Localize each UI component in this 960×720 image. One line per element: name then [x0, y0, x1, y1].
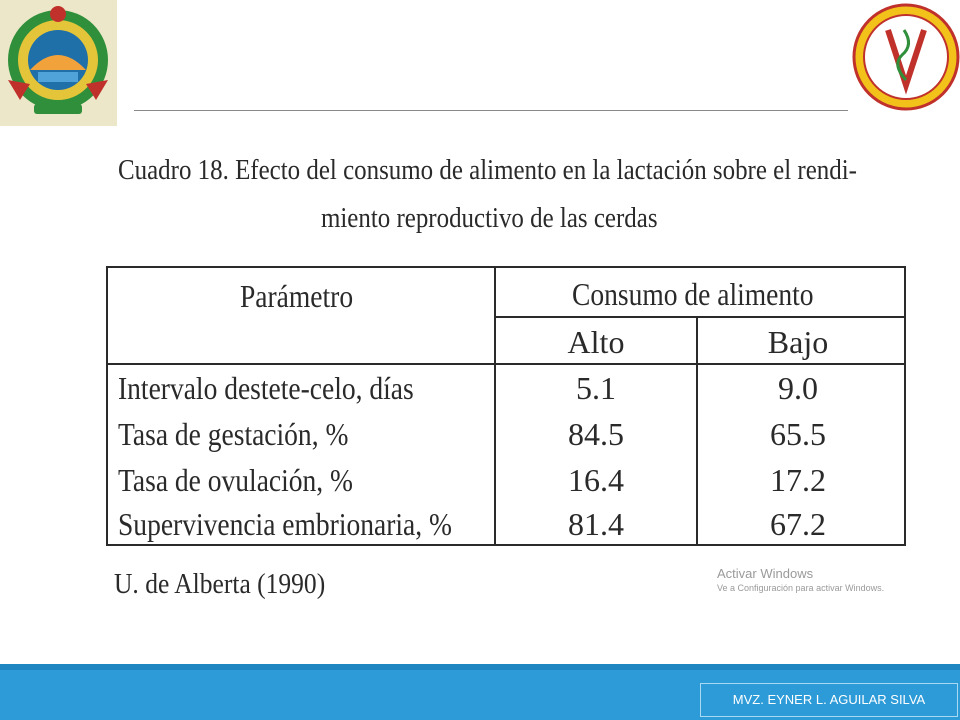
table-divider-header	[108, 363, 904, 365]
cell-bajo-ovulacion: 17.2	[770, 462, 826, 498]
header-bajo: Bajo	[767, 324, 829, 360]
row-label-gestacion: Tasa de gestación, %	[118, 416, 349, 452]
university-seal-logo	[0, 0, 117, 126]
cell-alto-ovulacion: 16.4	[568, 462, 624, 498]
cell-alto-supervivencia: 81.4	[568, 506, 624, 542]
header-alto: Alto	[567, 324, 625, 360]
windows-activation-watermark	[717, 566, 884, 593]
data-table	[106, 266, 906, 546]
cell-bajo-supervivencia: 67.2	[770, 506, 826, 542]
source-citation: U. de Alberta (1990)	[114, 568, 326, 600]
footer-stripe	[0, 664, 960, 670]
cell-alto-intervalo: 5.1	[576, 370, 616, 406]
watermark-title: Activar Windows	[717, 566, 814, 581]
cell-bajo-intervalo: 9.0	[778, 370, 818, 406]
header-divider	[134, 110, 848, 111]
author-badge: MVZ. EYNER L. AGUILAR SILVA	[700, 683, 958, 717]
table-divider-group	[494, 316, 904, 318]
caption-line-2: miento reproductivo de las cerdas	[320, 202, 658, 234]
watermark-subtitle: Ve a Configuración para activar Windows.	[717, 583, 885, 593]
row-label-ovulacion: Tasa de ovulación, %	[118, 462, 353, 498]
row-label-intervalo: Intervalo destete-celo, días	[118, 370, 414, 406]
table-caption	[118, 146, 857, 242]
header-consumo: Consumo de alimento	[572, 276, 814, 312]
mvz-seal-logo	[848, 0, 960, 118]
cell-bajo-gestacion: 65.5	[770, 416, 826, 452]
row-label-supervivencia: Supervivencia embrionaria, %	[118, 506, 452, 542]
header-parametro: Parámetro	[240, 278, 354, 314]
caption-line-1: Cuadro 18. Efecto del consumo de alimento en la lactación sobre el rendi-	[118, 154, 857, 186]
cell-alto-gestacion: 84.5	[568, 416, 624, 452]
